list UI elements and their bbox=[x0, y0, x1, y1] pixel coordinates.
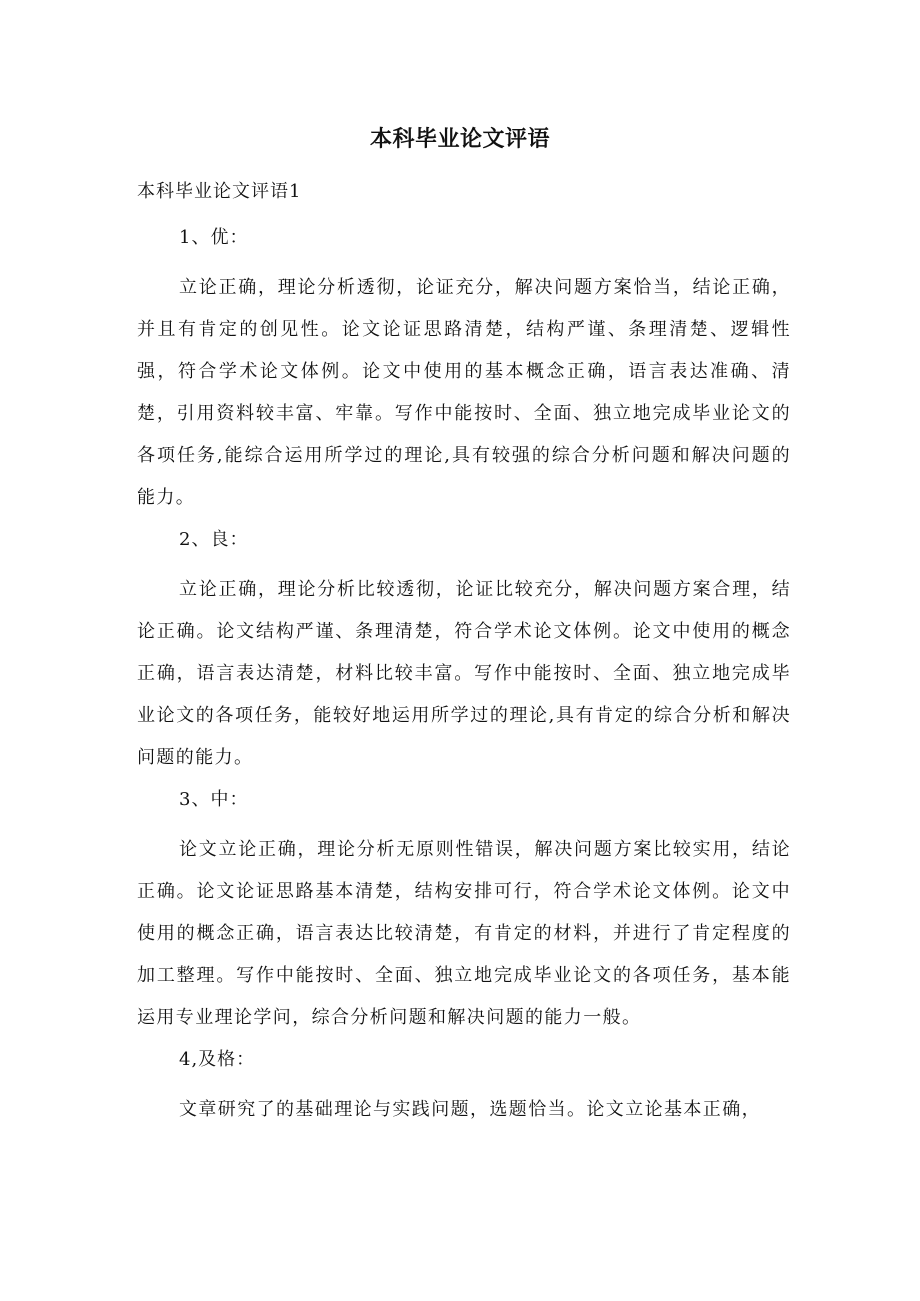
document-subtitle: 本科毕业论文评语1 bbox=[137, 181, 302, 202]
document-title: 本科毕业论文评语 bbox=[369, 127, 550, 152]
grade-description: 论文立论正确，理论分析无原则性错误，解决问题方案比较实用，结论正确。论文论证思路基本清楚，结构安排可行，符合学术论文体例。论文中使用的概念正确，语言表达比较清楚，有肯定的材料，并进行了肯定程度的加工整理。写作中能按时、全面、独立地完成毕业论文的各项任务，基本能运用专业理论学问，综合分析问题和解决问题的能力一般。 bbox=[137, 839, 791, 1028]
grade-heading: 3、中： bbox=[179, 789, 249, 810]
grade-section-pass bbox=[137, 1043, 791, 1131]
grade-description: 文章研究了的基础理论与实践问题，选题恰当。论文立论基本正确， bbox=[179, 1099, 761, 1120]
document-body bbox=[137, 221, 791, 1135]
grade-description: 立论正确，理论分析比较透彻，论证比较充分，解决问题方案合理，结论正确。论文结构严谨、条理清楚，符合学术论文体例。论文中使用的概念正确，语言表达清楚，材料比较丰富。写作中能按时、全面、独立地完成毕业论文的各项任务，能较好地运用所学过的理论,具有肯定的综合分析和解决问题的能力。 bbox=[137, 579, 791, 768]
grade-heading: 1、优： bbox=[179, 227, 249, 248]
grade-section-average bbox=[137, 783, 791, 1039]
grade-heading: 4,及格： bbox=[179, 1049, 256, 1070]
grade-section-excellent bbox=[137, 221, 791, 519]
grade-heading: 2、良： bbox=[179, 529, 249, 550]
grade-description: 立论正确，理论分析透彻，论证充分，解决问题方案恰当，结论正确，并且有肯定的创见性。论文论证思路清楚，结构严谨、条理清楚、逻辑性强，符合学术论文体例。论文中使用的基本概念正确，语言表达准确、清楚，引用资料较丰富、牢靠。写作中能按时、全面、独立地完成毕业论文的各项任务,能综合运用所学过的理论,具有较强的综合分析问题和解决问题的能力。 bbox=[137, 277, 791, 508]
grade-section-good bbox=[137, 523, 791, 779]
